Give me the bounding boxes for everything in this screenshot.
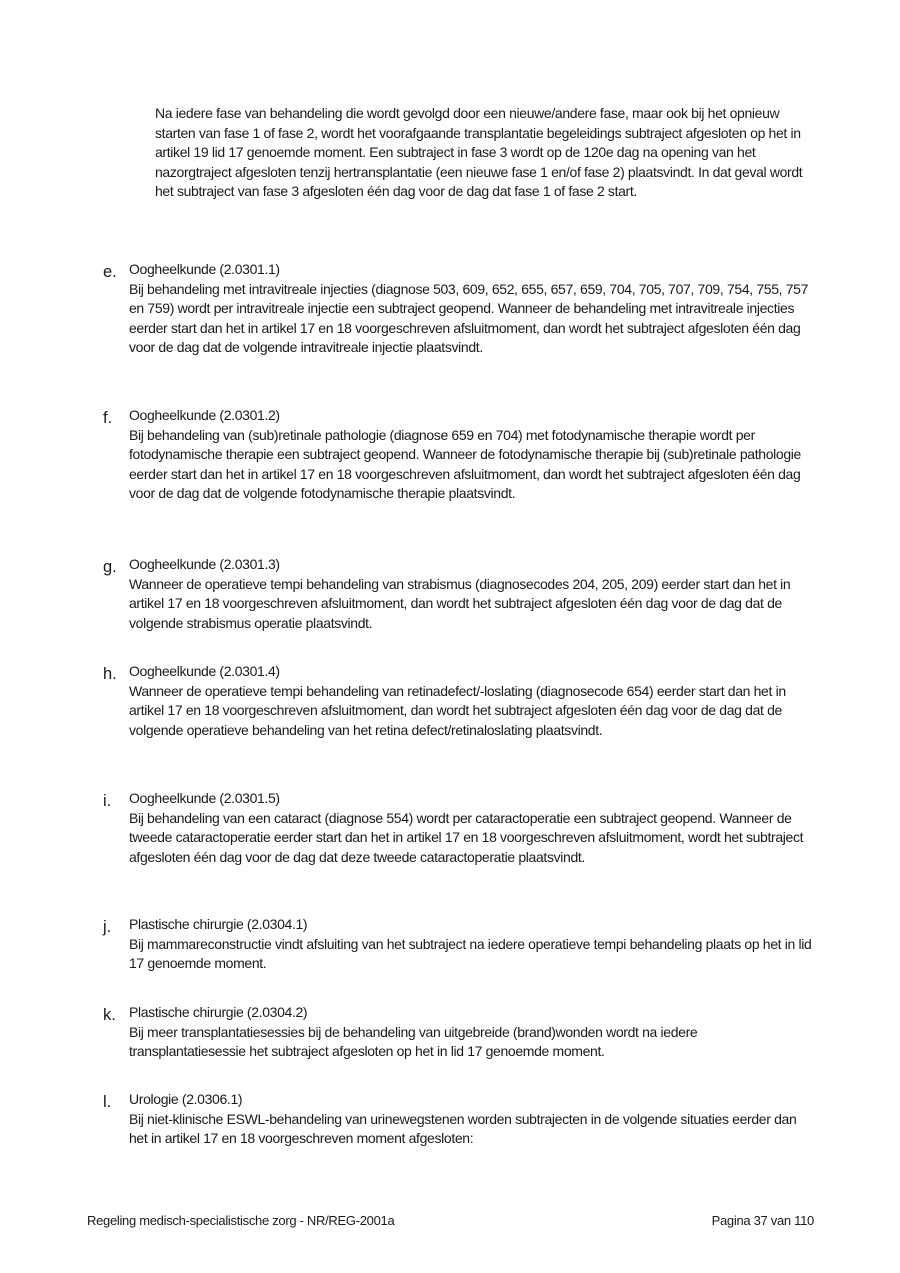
list-item-g [103, 555, 815, 633]
item-title: Oogheelkunde (2.0301.2) [129, 407, 280, 423]
list-marker: j. [103, 918, 112, 936]
item-text: Bij meer transplantatiesessies bij de behandeling van uitgebreide (brand)wonden wordt na iedere transplantatiesessie het subtraject afgesloten op het in lid 17 genoemde moment. [129, 1023, 698, 1060]
list-marker: l. [103, 1093, 112, 1111]
item-text: Wanneer de operatieve tempi behandeling van strabismus (diagnosecodes 204, 205, 209) eerder start dan het in artikel 17 en 18 voorgeschreven afsluitmoment, dan wordt het subtraject afgesloten één dag voor de dag dat de volgende strabismus operatie plaatsvindt. [129, 575, 791, 631]
list-marker: g. [103, 558, 117, 576]
item-title: Oogheelkunde (2.0301.4) [129, 663, 280, 679]
list-item-h [103, 662, 815, 740]
item-text: Bij behandeling met intravitreale injecties (diagnose 503, 609, 652, 655, 657, 659, 704, 705, 707, 709, 754, 755, 757 en 759) wordt per intravitreale injectie een subtraject geopend. Wanneer de behandeling met intravitreale injecties eerder start dan het in artikel 17 en 18 voorgeschreven afsluitmoment, dan wordt het subtraject afgesloten één dag voor de dag dat de volgende intravitreale injectie plaatsvindt. [129, 280, 809, 356]
item-title: Urologie (2.0306.1) [129, 1091, 243, 1107]
footer-document-title: Regeling medisch-specialistische zorg - NR/REG-2001a [87, 1213, 395, 1228]
list-item-j [103, 915, 815, 974]
item-text: Bij niet-klinische ESWL-behandeling van urinewegstenen worden subtrajecten in de volgende situaties eerder dan het in artikel 17 en 18 voorgeschreven moment afgesloten: [129, 1110, 797, 1147]
footer-page-number: Pagina 37 van 110 [711, 1213, 814, 1228]
item-title: Plastische chirurgie (2.0304.2) [129, 1004, 308, 1020]
list-item-k [103, 1003, 815, 1062]
item-title: Oogheelkunde (2.0301.1) [129, 261, 280, 277]
item-title: Oogheelkunde (2.0301.3) [129, 556, 280, 572]
item-text: Bij behandeling van een cataract (diagnose 554) wordt per cataractoperatie een subtraject geopend. Wanneer de tweede cataractoperatie eerder start dan het in artikel 17 en 18 voorgeschreven afsluitmoment, wordt het subtraject afgesloten één dag voor de dag dat deze tweede cataractoperatie plaatsvindt. [129, 809, 804, 865]
list-marker: k. [103, 1006, 116, 1024]
list-marker: e. [103, 263, 117, 281]
item-text: Bij behandeling van (sub)retinale pathologie (diagnose 659 en 704) met fotodynamische therapie wordt per fotodynamische therapie een subtraject geopend. Wanneer de fotodynamische therapie bij (sub)retinale pathologie eerder start dan het in artikel 17 en 18 voorgeschreven afsluitmoment, dan wordt het subtraject afgesloten één dag voor de dag dat de volgende fotodynamische therapie plaatsvindt. [129, 426, 801, 502]
list-item-l [103, 1090, 815, 1149]
item-text: Wanneer de operatieve tempi behandeling van retinadefect/-loslating (diagnosecode 654) eerder start dan het in artikel 17 en 18 voorgeschreven afsluitmoment, dan wordt het subtraject afgesloten één dag voor de dag dat de volgende operatieve behandeling van het retina defect/retinaloslating plaatsvindt. [129, 682, 786, 738]
list-marker: f. [103, 409, 113, 427]
list-item-f [103, 406, 815, 504]
list-marker: i. [103, 792, 112, 810]
item-title: Plastische chirurgie (2.0304.1) [129, 916, 308, 932]
list-marker: h. [103, 665, 117, 683]
item-text: Bij mammareconstructie vindt afsluiting van het subtraject na iedere operatieve tempi behandeling plaats op het in lid 17 genoemde moment. [129, 935, 812, 972]
list-item-e [103, 260, 815, 358]
item-title: Oogheelkunde (2.0301.5) [129, 790, 280, 806]
list-item-i [103, 789, 815, 867]
intro-paragraph: Na iedere fase van behandeling die wordt gevolgd door een nieuwe/andere fase, maar ook bij het opnieuw starten van fase 1 of fase 2, wordt het voorafgaande transplantatie begeleidings subtraject afgesloten op het in artikel 19 lid 17 genoemde moment. Een subtraject in fase 3 wordt op de 120e dag na opening van het nazorgtraject afgesloten tenzij hertransplantatie (een nieuwe fase 1 en/of fase 2) plaatsvindt. In dat geval wordt het subtraject van fase 3 afgesloten één dag voor de dag dat fase 1 of fase 2 start. [155, 105, 803, 200]
